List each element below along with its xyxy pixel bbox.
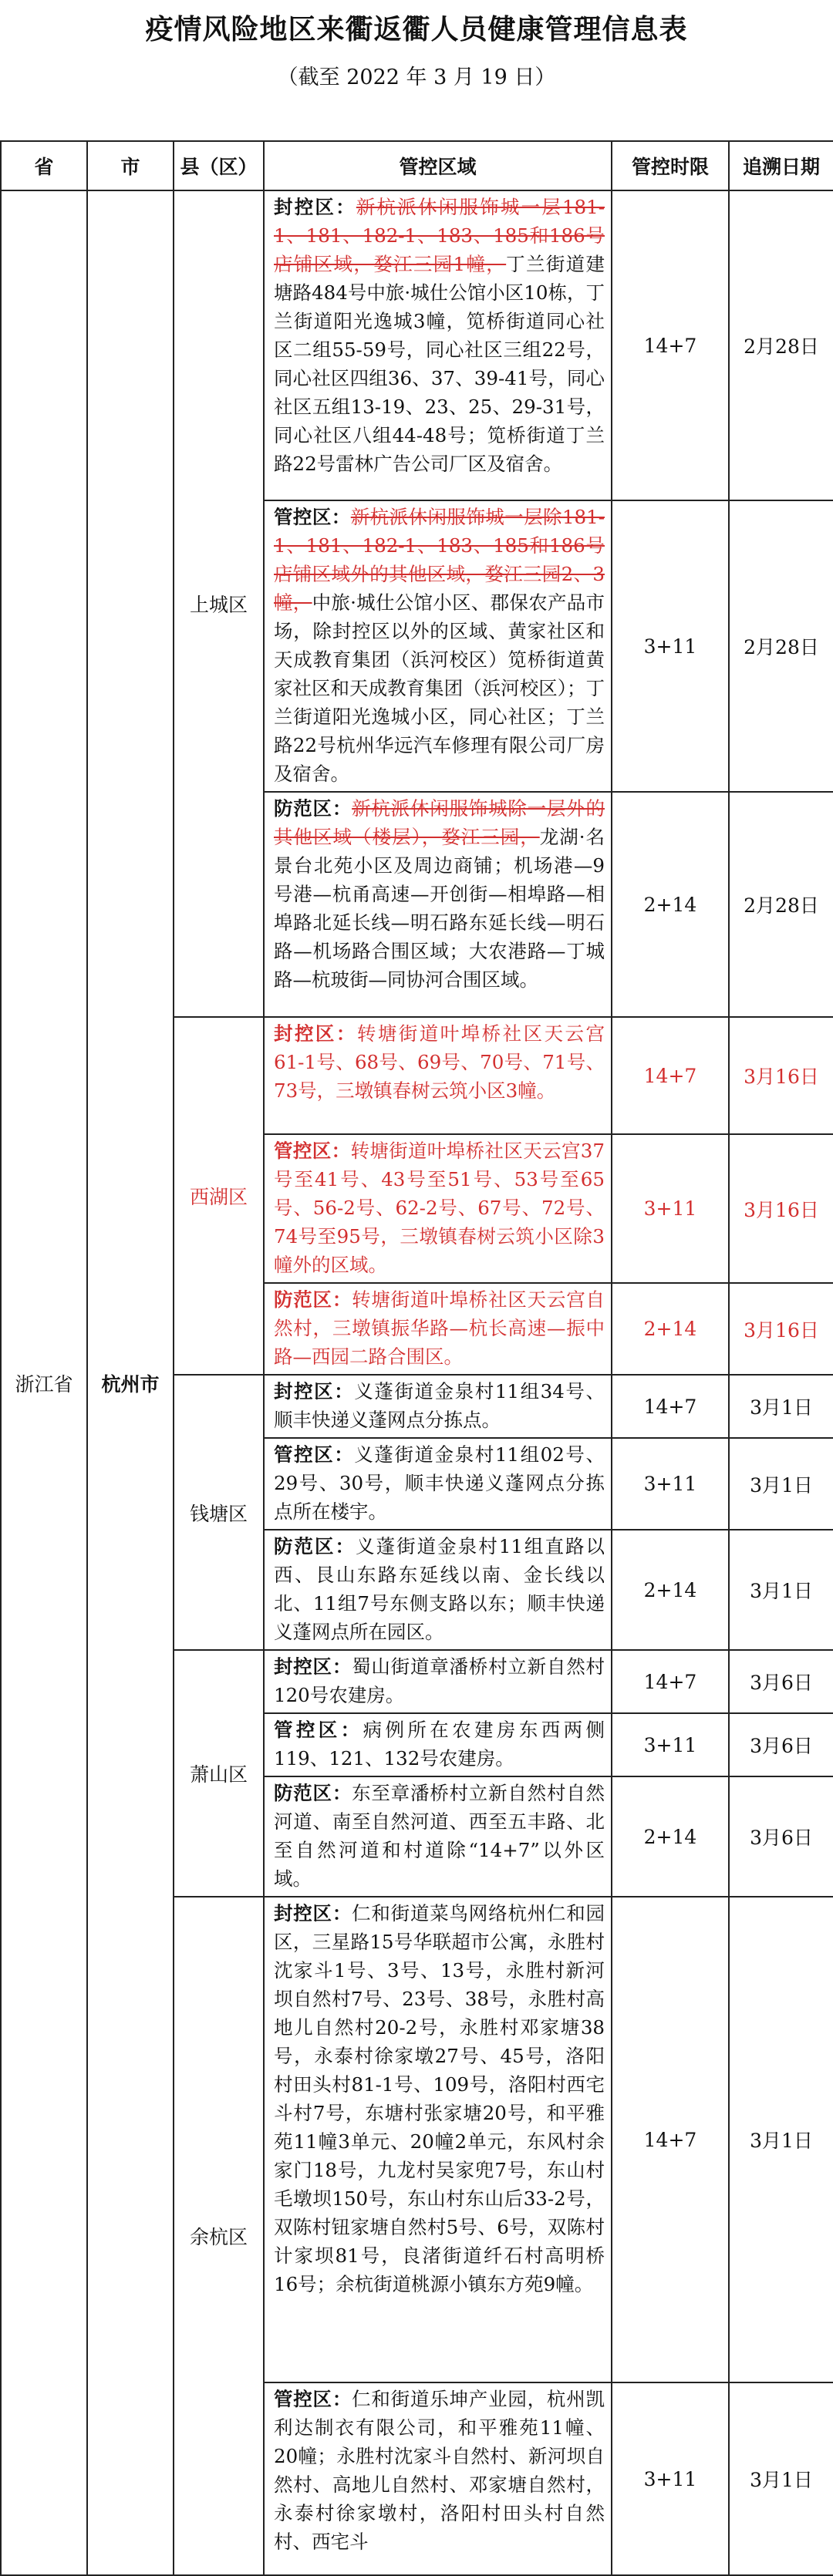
health-management-table <box>0 140 833 2576</box>
period-cell: 3+11 <box>612 1134 729 1283</box>
period-cell: 3+11 <box>612 1438 729 1530</box>
table-row <box>1 190 833 500</box>
zone-cell <box>264 1375 612 1438</box>
period-cell: 14+7 <box>612 1897 729 2382</box>
zone-text: 病例所在农建房东西两侧119、121、132号农建房。 <box>274 1719 605 1770</box>
county-cell: 钱塘区 <box>174 1375 264 1650</box>
trace-date-cell: 2月28日 <box>729 500 833 792</box>
page-title: 疫情风险地区来衢返衢人员健康管理信息表 <box>145 14 688 45</box>
period-cell: 2+14 <box>612 1530 729 1650</box>
zone-type-label: 防范区： <box>274 1535 356 1557</box>
zone-type-label: 封控区： <box>274 196 356 218</box>
zone-text: 义蓬街道金泉村11组直路以西、艮山东路东延线以南、金长线以北、11组7号东侧支路以东；顺丰快递义蓬网点所在园区。 <box>274 1535 605 1643</box>
period-cell: 3+11 <box>612 500 729 792</box>
trace-date-cell: 3月1日 <box>729 1438 833 1530</box>
trace-date-cell: 2月28日 <box>729 792 833 1017</box>
struck-text: 新杭派休闲服饰城除一层外的其他区域（楼层），婺江三园， <box>274 797 605 848</box>
header-city: 市 <box>87 141 174 190</box>
zone-cell <box>264 1134 612 1283</box>
trace-date-cell: 3月6日 <box>729 1776 833 1897</box>
header-zone: 管控区域 <box>264 141 612 190</box>
county-cell: 萧山区 <box>174 1650 264 1897</box>
zone-text: 义蓬街道金泉村11组34号、顺丰快递义蓬网点分拣点。 <box>274 1380 605 1431</box>
trace-date-cell: 3月1日 <box>729 1530 833 1650</box>
trace-date-cell: 3月6日 <box>729 1650 833 1713</box>
zone-text: 丁兰街道建塘路484号中旅·城仕公馆小区10栋，丁兰街道阳光逸城3幢，笕桥街道同心社区二组55-59号，同心社区三组22号，同心社区四组36、37、39-41号，同心社区五组13-19、23、25、29-31号，同心社区八组44-48号；笕桥街道丁兰路22号雷林广告公司厂区及宿舍。 <box>274 253 605 475</box>
zone-cell <box>264 1776 612 1897</box>
county-cell: 余杭区 <box>174 1897 264 2575</box>
zone-text: 转塘街道叶埠桥社区天云宫37号至41号、43号至51号、53号至65号、56-2号、62-2号、67号、72号、74号至95号，三墩镇春树云筑小区除3幢外的区域。 <box>274 1140 605 1276</box>
period-cell: 14+7 <box>612 1375 729 1438</box>
zone-text: 中旅·城仕公馆小区、郡保农产品市场，除封控区以外的区域、黄家社区和天成教育集团（浜河校区）笕桥街道黄家社区和天成教育集团（浜河校区）；丁兰街道阳光逸城小区，同心社区；丁兰路22号杭州华远汽车修理有限公司厂房及宿舍。 <box>274 591 605 785</box>
zone-cell <box>264 792 612 1017</box>
zone-type-label: 防范区： <box>274 1782 352 1804</box>
zone-cell <box>264 1438 612 1530</box>
zone-cell <box>264 1897 612 2382</box>
zone-cell <box>264 1650 612 1713</box>
zone-cell <box>264 2382 612 2575</box>
zone-text: 蜀山街道章潘桥村立新自然村120号农建房。 <box>274 1655 605 1706</box>
zone-text: 转塘街道叶埠桥社区天云宫61-1号、68号、69号、70号、71号、73号，三墩镇春树云筑小区3幢。 <box>274 1022 605 1102</box>
zone-text: 仁和街道菜鸟网络杭州仁和园区，三星路15号华联超市公寓，永胜村沈家斗1号、3号、13号，永胜村新河坝自然村7号、23号、38号，永胜村高地儿自然村20-2号，永胜村邓家塘38号，永泰村徐家墩27号、45号，洛阳村田头村81-1号、109号，洛阳村西宅斗村7号，东塘村张家塘20号，和平雅苑11幢3单元、20幢2单元，东风村余家门18号，九龙村吴家兜7号，东山村毛墩坝150号，东山村东山后33-2号，双陈村钮家塘自然村5号、6号，双陈村计家坝81号，良渚街道纤石村高明桥16号；余杭街道桃源小镇东方苑9幢。 <box>274 1902 605 2295</box>
period-cell: 3+11 <box>612 2382 729 2575</box>
zone-text: 龙湖·名景台北苑小区及周边商铺；机场港—9号港—杭甬高速—开创街—相埠路—相埠路北延长线—明石路东延长线—明石路—机场路合围区域；大农港路—丁城路—杭玻街—同协河合围区域。 <box>274 826 605 991</box>
trace-date-cell: 3月16日 <box>729 1283 833 1375</box>
zone-text: 仁和街道乐坤产业园，杭州凯利达制衣有限公司，和平雅苑11幢、20幢；永胜村沈家斗自然村、新河坝自然村、高地儿自然村、邓家塘自然村，永泰村徐家墩村，洛阳村田头村自然村、西宅斗 <box>274 2388 605 2553</box>
trace-date-cell: 3月16日 <box>729 1017 833 1134</box>
zone-type-label: 管控区： <box>274 1443 355 1466</box>
zone-cell <box>264 500 612 792</box>
struck-text: 新杭派休闲服饰城一层181-1、181、182-1、183、185和186号店铺区域，婺江三园1幢， <box>274 196 605 275</box>
trace-date-cell: 2月28日 <box>729 190 833 500</box>
period-cell: 14+7 <box>612 190 729 500</box>
trace-date-cell: 3月1日 <box>729 1897 833 2382</box>
zone-cell <box>264 190 612 500</box>
period-cell: 2+14 <box>612 792 729 1017</box>
table-header-row <box>1 141 833 190</box>
page-subtitle: （截至 2022 年 3 月 19 日） <box>277 66 556 89</box>
trace-date-cell: 3月16日 <box>729 1134 833 1283</box>
zone-type-label: 封控区： <box>274 1655 352 1678</box>
zone-type-label: 封控区： <box>274 1380 355 1402</box>
city-cell: 杭州市 <box>87 190 174 2575</box>
zone-type-label: 管控区： <box>274 1140 351 1162</box>
header-period: 管控时限 <box>612 141 729 190</box>
trace-date-cell: 3月6日 <box>729 1713 833 1776</box>
zone-text: 义蓬街道金泉村11组02号、29号、30号，顺丰快递义蓬网点分拣点所在楼宇。 <box>274 1443 605 1523</box>
period-cell: 14+7 <box>612 1650 729 1713</box>
period-cell: 14+7 <box>612 1017 729 1134</box>
struck-text: 新杭派休闲服饰城一层除181-1、181、182-1、183、185和186号店铺区域外的其他区域，婺江三园2、3幢， <box>274 506 605 614</box>
header-trace-date: 追溯日期 <box>729 141 833 190</box>
period-cell: 2+14 <box>612 1283 729 1375</box>
zone-type-label: 防范区： <box>274 797 352 820</box>
zone-text: 转塘街道叶埠桥社区天云宫自然村，三墩镇振华路—杭长高速—振中路—西园二路合围区。 <box>274 1288 605 1368</box>
header-province: 省 <box>1 141 87 190</box>
header-county: 县（区） <box>174 141 264 190</box>
county-cell: 上城区 <box>174 190 264 1017</box>
period-cell: 3+11 <box>612 1713 729 1776</box>
zone-type-label: 管控区： <box>274 1719 363 1741</box>
province-cell: 浙江省 <box>1 190 87 2575</box>
zone-cell <box>264 1713 612 1776</box>
zone-text: 东至章潘桥村立新自然村自然河道、南至自然河道、西至五丰路、北至自然河道和村道除“14+7”以外区域。 <box>274 1782 605 1890</box>
zone-type-label: 封控区： <box>274 1022 357 1045</box>
zone-cell <box>264 1283 612 1375</box>
county-cell: 西湖区 <box>174 1017 264 1375</box>
zone-cell <box>264 1017 612 1134</box>
trace-date-cell: 3月1日 <box>729 1375 833 1438</box>
trace-date-cell: 3月1日 <box>729 2382 833 2575</box>
zone-type-label: 封控区： <box>274 1902 352 1924</box>
zone-type-label: 管控区： <box>274 2388 352 2410</box>
zone-type-label: 管控区： <box>274 506 351 528</box>
zone-type-label: 防范区： <box>274 1288 352 1311</box>
period-cell: 2+14 <box>612 1776 729 1897</box>
zone-cell <box>264 1530 612 1650</box>
